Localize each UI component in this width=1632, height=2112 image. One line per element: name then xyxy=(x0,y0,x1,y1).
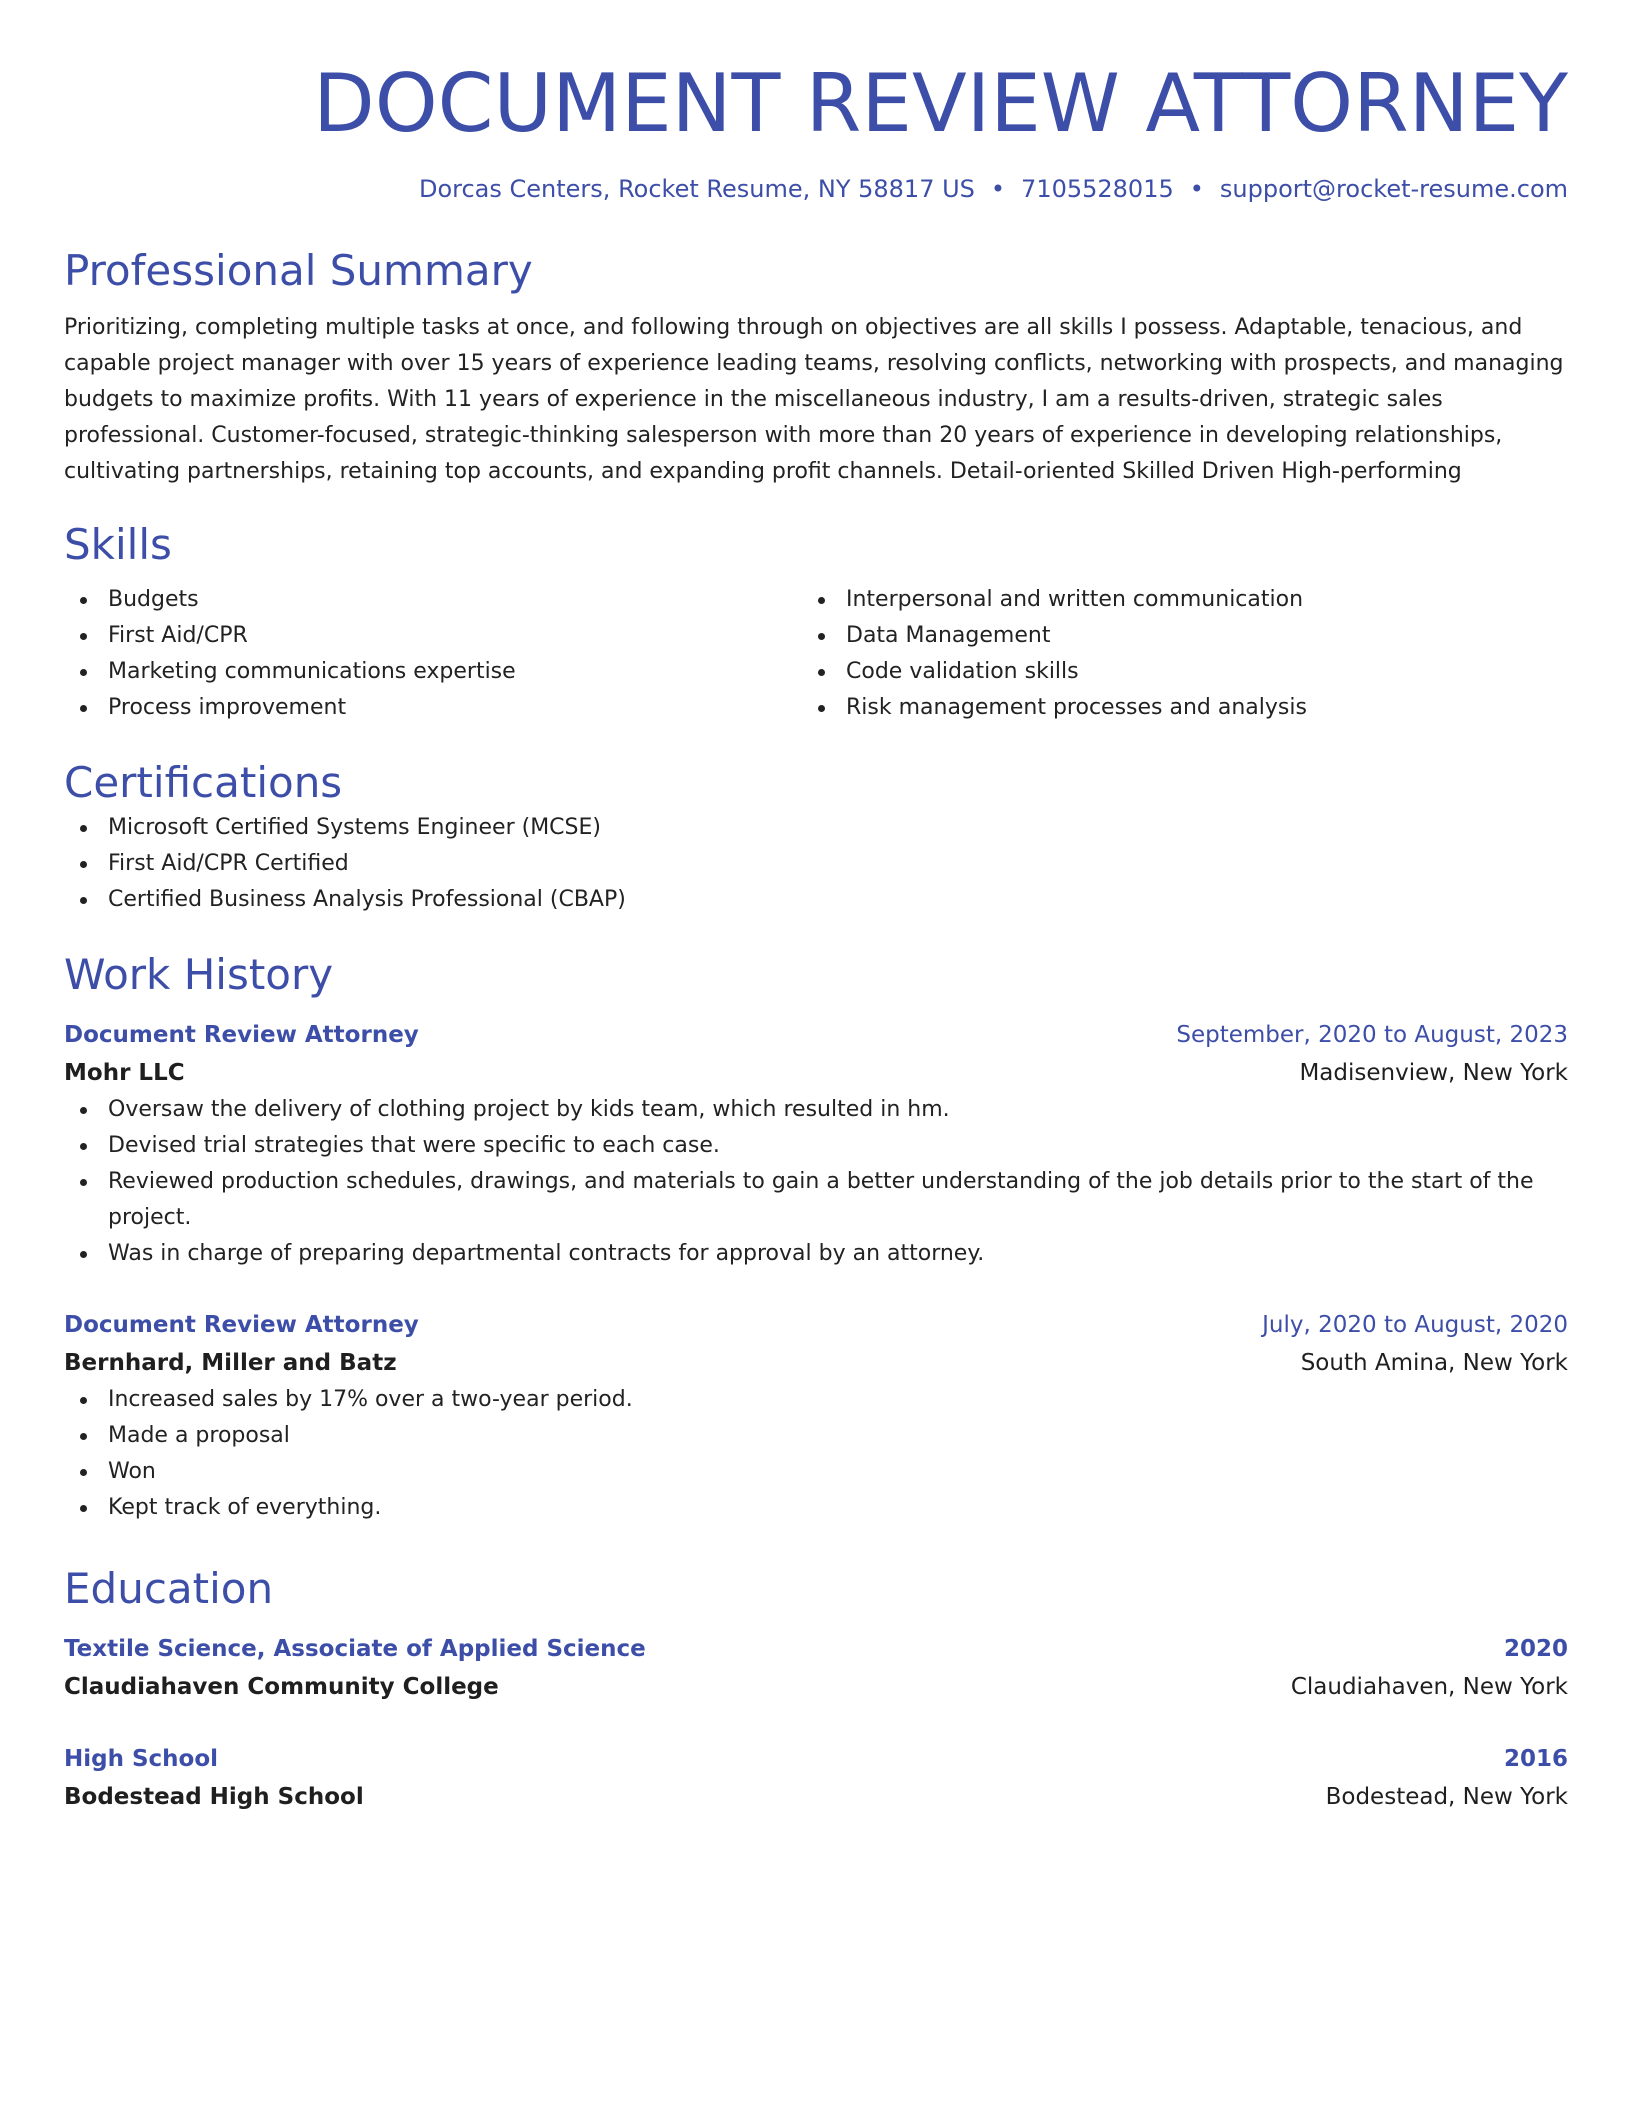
degree-name: Textile Science, Associate of Applied Science xyxy=(64,1636,646,1662)
contact-line xyxy=(64,172,1568,206)
graduation-year: 2020 xyxy=(1503,1636,1568,1662)
job-dates: September, 2020 to August, 2023 xyxy=(1176,1022,1568,1048)
certifications-heading: Certifications xyxy=(64,758,343,807)
education-entry-header xyxy=(64,1740,1568,1778)
work-entry-subheader xyxy=(64,1344,1568,1382)
education-heading: Education xyxy=(64,1564,274,1613)
education-entry-subheader xyxy=(64,1668,1568,1706)
contact-phone: 7105528015 xyxy=(1021,175,1174,203)
work-entry xyxy=(64,1306,1568,1526)
school-location: Claudiahaven, New York xyxy=(1290,1674,1568,1700)
school-name: Bodestead High School xyxy=(64,1784,364,1810)
work-entry-header xyxy=(64,1306,1568,1344)
job-location: Madisenview, New York xyxy=(1299,1060,1568,1086)
job-duty: Reviewed production schedules, drawings, and materials to gain a better understanding of the job details prior to the start of the project. xyxy=(64,1164,1568,1236)
work-entry-header xyxy=(64,1016,1568,1054)
certification-item: First Aid/CPR Certified xyxy=(64,846,1568,882)
skills-left-list xyxy=(64,582,802,726)
job-duty: Was in charge of preparing departmental contracts for approval by an attorney. xyxy=(64,1236,1568,1272)
degree-name: High School xyxy=(64,1746,219,1772)
job-duty: Won xyxy=(64,1454,1568,1490)
skill-item: Code validation skills xyxy=(802,654,1540,690)
skills-grid xyxy=(64,582,1568,726)
work-entry xyxy=(64,1016,1568,1272)
contact-address: Dorcas Centers, Rocket Resume, NY 58817 US xyxy=(418,175,975,203)
contact-separator: • xyxy=(1189,175,1204,203)
contact-email: support@rocket-resume.com xyxy=(1219,175,1568,203)
education-entry-header xyxy=(64,1630,1568,1668)
skill-item: Interpersonal and written communication xyxy=(802,582,1540,618)
job-duty: Made a proposal xyxy=(64,1418,1568,1454)
skills-left-column xyxy=(64,582,802,726)
skill-item: Process improvement xyxy=(64,690,802,726)
job-duty: Increased sales by 17% over a two-year period. xyxy=(64,1382,1568,1418)
company-name: Bernhard, Miller and Batz xyxy=(64,1350,397,1376)
school-location: Bodestead, New York xyxy=(1325,1784,1568,1810)
skill-item: Marketing communications expertise xyxy=(64,654,802,690)
job-duty: Kept track of everything. xyxy=(64,1490,1568,1526)
certification-item: Certified Business Analysis Professional (CBAP) xyxy=(64,882,1568,918)
education-entry-subheader xyxy=(64,1778,1568,1816)
skills-right-column xyxy=(802,582,1540,726)
job-duties-list xyxy=(64,1382,1568,1526)
contact-separator: • xyxy=(990,175,1006,203)
job-title: Document Review Attorney xyxy=(64,1312,419,1338)
education-entry xyxy=(64,1630,1568,1706)
skill-item: Budgets xyxy=(64,582,802,618)
skill-item: First Aid/CPR xyxy=(64,618,802,654)
job-duties-list xyxy=(64,1092,1568,1272)
work-history-heading: Work History xyxy=(64,950,334,999)
graduation-year: 2016 xyxy=(1503,1746,1568,1772)
job-duty: Oversaw the delivery of clothing project by kids team, which resulted in hm. xyxy=(64,1092,1568,1128)
certifications-list xyxy=(64,810,1568,918)
job-dates: July, 2020 to August, 2020 xyxy=(1262,1312,1568,1338)
work-entry-subheader xyxy=(64,1054,1568,1092)
skills-heading: Skills xyxy=(64,520,172,569)
job-location: South Amina, New York xyxy=(1300,1350,1568,1376)
skill-item: Risk management processes and analysis xyxy=(802,690,1540,726)
resume-name: DOCUMENT REVIEW ATTORNEY xyxy=(313,57,1568,150)
summary-text: Prioritizing, completing multiple tasks at once, and following through on objectives are all skills I possess. Adaptable, tenacious, and capable project manager with over 15 years of experience leading teams, resolving conflicts, networking with prospects, and managing budgets to maximize profits. With 11 years of experience in the miscellaneous industry, I am a results-driven, strategic sales professional. Customer-focused, strategic-thinking salesperson with more than 20 years of experience in developing relationships, cultivating partnerships, retaining top accounts, and expanding profit channels. Detail-oriented Skilled Driven High-performing xyxy=(64,315,1564,484)
company-name: Mohr LLC xyxy=(64,1060,185,1086)
summary-heading: Professional Summary xyxy=(64,246,533,295)
job-duty: Devised trial strategies that were specific to each case. xyxy=(64,1128,1568,1164)
education-entry xyxy=(64,1740,1568,1816)
skill-item: Data Management xyxy=(802,618,1540,654)
school-name: Claudiahaven Community College xyxy=(64,1674,499,1700)
certification-item: Microsoft Certified Systems Engineer (MCSE) xyxy=(64,810,1568,846)
skills-right-list xyxy=(802,582,1540,726)
job-title: Document Review Attorney xyxy=(64,1022,419,1048)
